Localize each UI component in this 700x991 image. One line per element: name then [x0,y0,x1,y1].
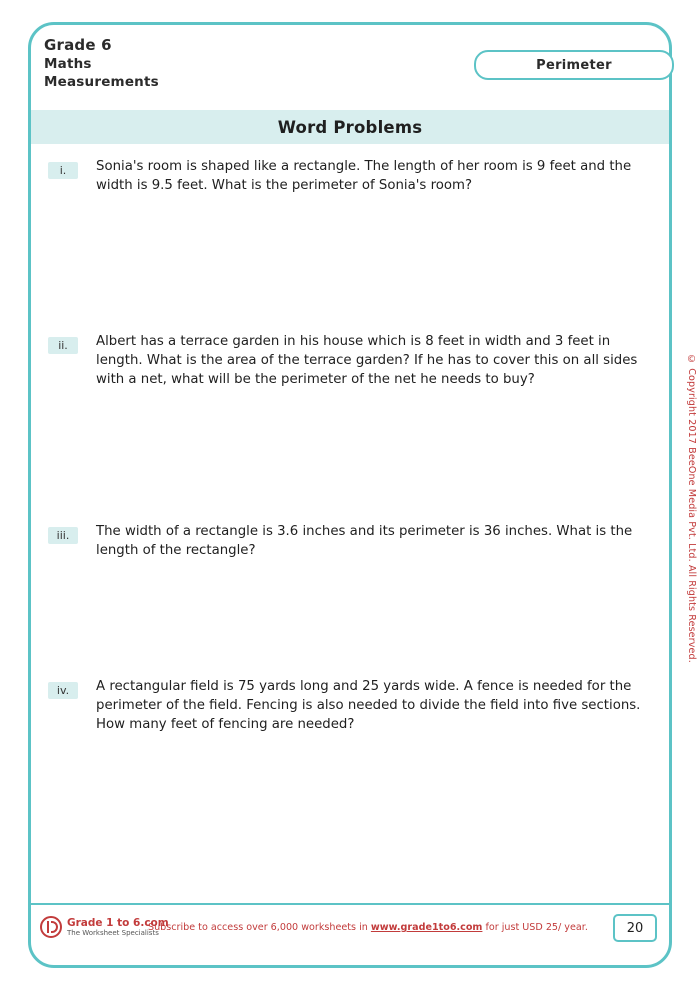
page-number: 20 [626,920,644,936]
subject-label: Maths [44,55,92,72]
title-band [31,110,669,144]
page-title: Word Problems [277,117,423,137]
grade1to6-logo-icon [40,916,62,938]
question-number: ii. [48,337,78,354]
topic-area-label: Measurements [44,73,159,90]
topic-pill [474,50,674,80]
worksheet-footer [40,914,660,962]
subscribe-note [148,922,588,933]
grade-label: Grade 6 [44,36,112,54]
website-link[interactable]: www.grade1to6.com [370,922,483,933]
worksheet-header [44,36,159,91]
question-number: i. [48,162,78,179]
question-list [44,158,656,858]
footer-divider [31,903,669,905]
copyright-notice: © Copyright 2017 BeeOne Media Pvt. Ltd. All Rights Reserved. [686,354,697,663]
brand-name: Grade 1 to 6.com [67,916,169,929]
question-row [44,523,656,678]
question-text: The width of a rectangle is 3.6 inches and its perimeter is 36 inches. What is the length of the rectangle? [96,524,633,558]
question-text: Sonia's room is shaped like a rectangle. The length of her room is 9 feet and the width is 9.5 feet. What is the perimeter of Sonia's room? [96,159,632,193]
question-number: iv. [48,682,78,699]
brand-tagline: The Worksheet Specialists [67,928,159,937]
question-row [44,678,656,858]
page-number-box [613,914,657,942]
question-number: iii. [48,527,78,544]
topic-pill-label: Perimeter [536,57,612,73]
question-text: A rectangular field is 75 yards long and 25 yards wide. A fence is needed for the perimeter of the field. Fencing is also needed to divide the field into five sections. How many feet of fencing are needed? [96,679,641,732]
question-row [44,333,656,523]
question-text: Albert has a terrace garden in his house which is 8 feet in width and 3 feet in length. What is the area of the terrace garden? If he has to cover this on all sides with a net, what will be the perimeter of the net he needs to buy? [96,334,638,387]
subscribe-suffix: for just USD 25/ year. [482,922,588,933]
question-row [44,158,656,333]
subscribe-prefix: Subscribe to access over 6,000 worksheets in [148,922,371,933]
